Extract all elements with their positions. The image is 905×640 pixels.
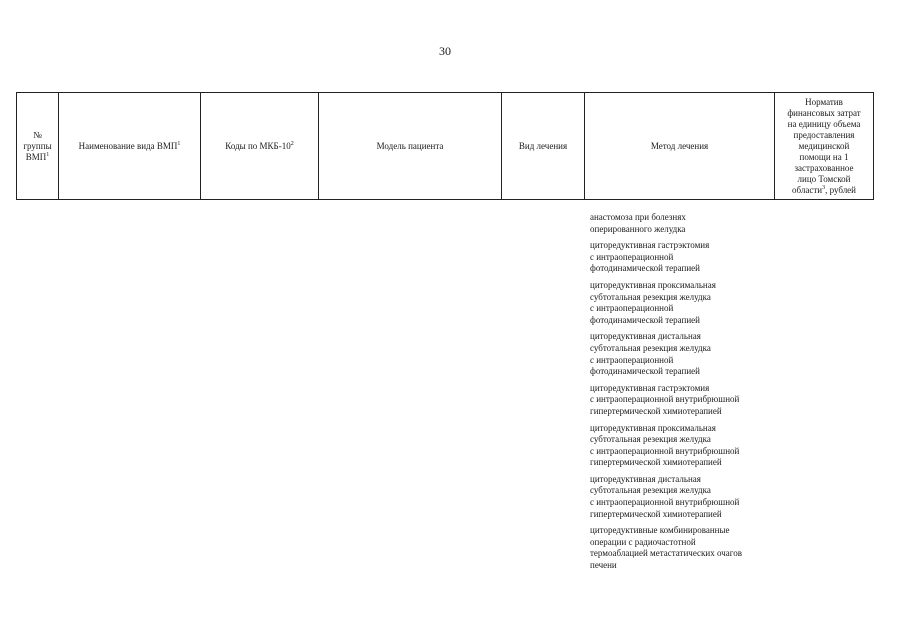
header-treatment-type-text: Вид лечения xyxy=(518,140,568,151)
treatment-method-item: циторедуктивная дистальная субтотальная резекция желудка с интраоперационной фотодинамической терапией xyxy=(590,331,711,377)
header-icd-codes xyxy=(201,93,319,200)
treatment-method-item: циторедуктивная гастрэктомия с интраоперационной фотодинамической терапией xyxy=(590,240,710,274)
header-treatment-method-text: Метод лечения xyxy=(650,140,709,151)
header-vmp-name-text: Наименование вида ВМП xyxy=(78,140,178,151)
footnote-marker: 1 xyxy=(177,140,181,147)
vmp-table-header xyxy=(16,92,874,200)
treatment-method-item: циторедуктивная гастрэктомия с интраоперационной внутрибрюшной гипертермической химиотерапией xyxy=(590,382,740,416)
header-cost-standard xyxy=(775,93,874,200)
treatment-method-item: циторедуктивная проксимальная субтотальная резекция желудка с интраоперационной внутрибрюшной гипертермической химиотерапией xyxy=(590,422,740,468)
header-cost-standard-text: Норматив финансовых затрат на единицу объема предоставления медицинской помощи на 1 застрахованное лицо Томской области xyxy=(787,96,861,195)
table-header-row xyxy=(17,93,874,200)
treatment-method-item: анастомоза при болезнях оперированного желудка xyxy=(590,212,686,234)
footnote-marker: 3 xyxy=(822,184,826,191)
treatment-methods-list xyxy=(590,212,780,577)
header-group-number xyxy=(17,93,59,200)
header-vmp-name xyxy=(59,93,201,200)
header-patient-model xyxy=(319,93,502,200)
treatment-method-item: циторедуктивные комбинированные операции с радиочастотной термоаблацией метастатических очагов печени xyxy=(590,525,742,571)
page-number: 30 xyxy=(439,44,451,58)
header-cost-standard-suffix: , рублей xyxy=(825,184,856,195)
treatment-method-item: циторедуктивная дистальная субтотальная резекция желудка с интраоперационной внутрибрюшной гипертермической химиотерапией xyxy=(590,473,740,519)
header-group-number-text: № группы ВМП xyxy=(23,129,52,162)
header-treatment-method xyxy=(585,93,775,200)
header-icd-codes-text: Коды по МКБ-10 xyxy=(225,140,291,151)
header-patient-model-text: Модель пациента xyxy=(376,140,444,151)
header-treatment-type xyxy=(502,93,585,200)
footnote-marker: 2 xyxy=(290,140,294,147)
footnote-marker: 1 xyxy=(46,151,50,158)
treatment-method-item: циторедуктивная проксимальная субтотальная резекция желудка с интраоперационной фотодинамической терапией xyxy=(590,279,716,325)
